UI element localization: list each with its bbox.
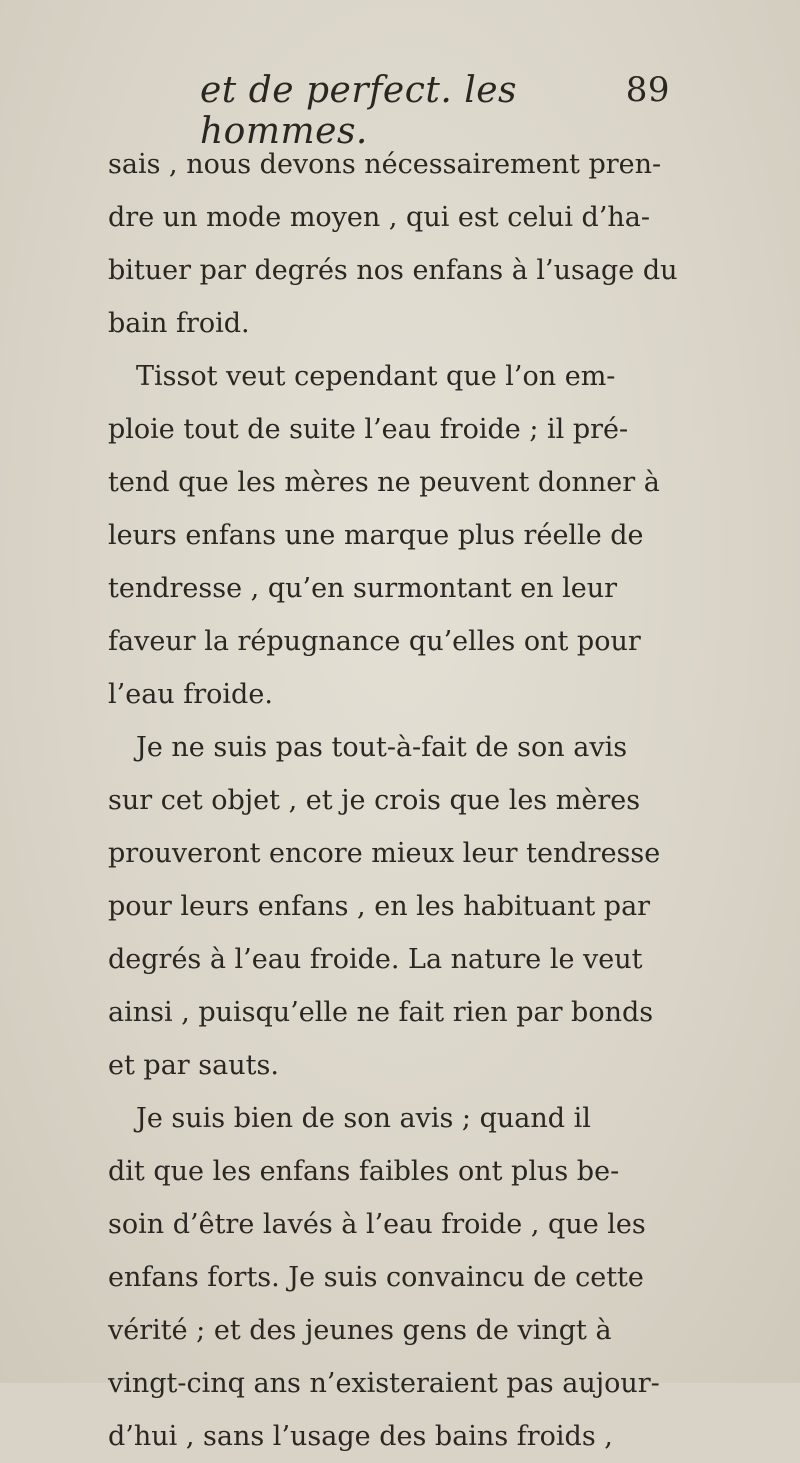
- text-line: prouveront encore mieux leur tendresse: [108, 838, 661, 869]
- text-line: ploie tout de suite l’eau froide ; il pré-: [108, 414, 629, 445]
- text-line: et par sauts.: [108, 1050, 279, 1081]
- paragraph-start-line: Tissot veut cependant que l’on em-: [136, 361, 616, 392]
- text-line: dit que les enfans faibles ont plus be-: [108, 1156, 620, 1187]
- page-number: 89: [625, 70, 670, 110]
- running-title: et de perfect. les hommes.: [200, 70, 518, 152]
- text-line: vingt-cinq ans n’existeraient pas aujour-: [108, 1368, 660, 1399]
- text-line: faveur la répugnance qu’elles ont pour: [108, 626, 641, 657]
- text-line: tend que les mères ne peuvent donner à: [108, 467, 660, 498]
- paragraph-start-line: Je suis bien de son avis ; quand il: [136, 1103, 591, 1134]
- text-line: pour leurs enfans , en les habituant par: [108, 891, 651, 922]
- text-line: tendresse , qu’en surmontant en leur: [108, 573, 618, 604]
- text-line: vérité ; et des jeunes gens de vingt à: [108, 1315, 612, 1346]
- page-header: [200, 70, 670, 152]
- text-line: ainsi , puisqu’elle ne fait rien par bonds: [108, 997, 654, 1028]
- paragraph-start-line: Je ne suis pas tout-à-fait de son avis: [136, 732, 628, 763]
- text-line: degrés à l’eau froide. La nature le veut: [108, 944, 643, 975]
- text-line: enfans forts. Je suis convaincu de cette: [108, 1262, 644, 1293]
- text-line: leurs enfans une marque plus réelle de: [108, 520, 644, 551]
- text-line: sur cet objet , et je crois que les mères: [108, 785, 641, 816]
- text-line: dre un mode moyen , qui est celui d’ha-: [108, 202, 651, 233]
- text-line: bituer par degrés nos enfans à l’usage du: [108, 255, 678, 286]
- body-text: [108, 138, 690, 1463]
- text-line: sais , nous devons nécessairement pren-: [108, 149, 662, 180]
- text-line: soin d’être lavés à l’eau froide , que les: [108, 1209, 646, 1240]
- text-line: bain froid.: [108, 308, 250, 339]
- text-line: d’hui , sans l’usage des bains froids ,: [108, 1421, 613, 1452]
- text-line: l’eau froide.: [108, 679, 273, 710]
